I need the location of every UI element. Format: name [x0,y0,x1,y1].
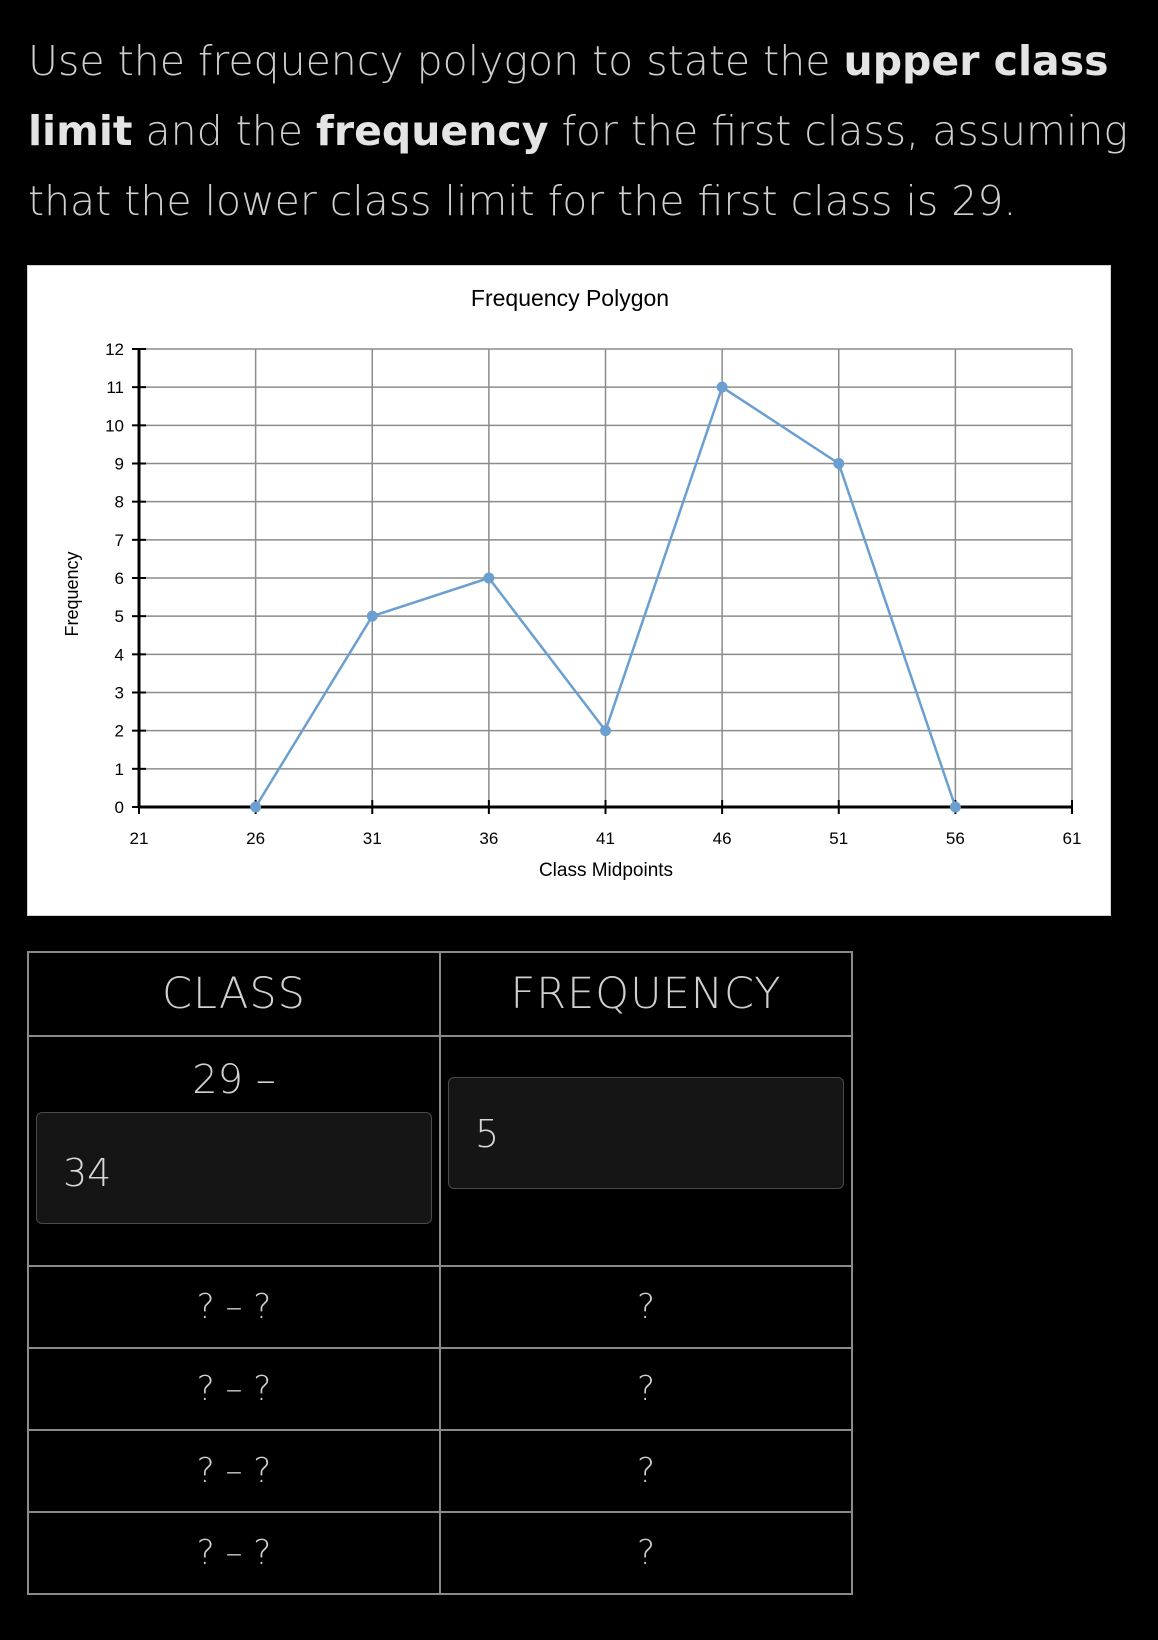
data-point [833,458,844,469]
y-tick-label: 5 [114,607,124,627]
y-tick-label: 6 [114,569,124,588]
y-tick-label: 12 [105,340,124,359]
question-part-3: for the first class, assuming that the lower class limit for the first class is 29. [28,107,1128,225]
x-tick-label: 21 [129,829,149,848]
table-row [28,1512,852,1594]
y-tick-label: 2 [114,721,124,741]
data-point [950,802,961,813]
data-point [250,802,261,813]
frequency-cell: ? [440,1512,852,1594]
y-tick-label: 7 [114,530,124,550]
data-point [483,573,494,584]
x-axis-label: Class Midpoints [538,860,674,881]
question-bold-upper-class-limit: upper class limit [28,37,1109,155]
x-tick-label: 51 [829,829,849,848]
x-tick-label: 41 [596,829,615,848]
y-tick-label: 8 [114,492,124,512]
class-cell: ? – ? [28,1430,440,1512]
y-tick-label: 11 [106,378,124,398]
y-tick-label: 3 [114,683,124,703]
data-point [717,382,728,393]
data-point [600,725,611,736]
y-axis-label: Frequency [62,551,82,637]
x-tick-label: 31 [362,829,382,848]
y-tick-label: 1 [114,759,124,779]
data-point [367,611,378,622]
x-tick-label: 26 [246,829,266,848]
x-tick-label: 46 [712,829,732,848]
class-cell: ? – ? [28,1348,440,1430]
table-row [28,1266,852,1348]
question-text [28,26,1138,236]
x-tick-label: 61 [1062,829,1082,848]
table-row [28,1348,852,1430]
table-row-first-class [28,1036,852,1266]
chart-title: Frequency Polygon [470,285,670,311]
x-tick-label: 56 [945,829,965,848]
lower-class-limit: 29 – [192,1057,276,1103]
first-frequency-cell [440,1036,852,1266]
x-tick-label: 36 [479,829,499,848]
question-part-1: Use the frequency polygon to state the [28,37,844,85]
frequency-cell: ? [440,1430,852,1512]
y-tick-label: 9 [114,454,124,474]
first-class-cell [28,1036,440,1266]
frequency-header: FREQUENCY [440,952,852,1036]
frequency-cell: ? [440,1266,852,1348]
class-cell: ? – ? [28,1266,440,1348]
answer-table [27,951,853,1595]
question-part-2: and the [132,107,317,155]
chart-svg [28,266,1112,917]
class-cell: ? – ? [28,1512,440,1594]
frequency-polygon-chart [27,265,1111,916]
first-frequency-input[interactable]: 5 [448,1077,844,1189]
y-tick-label: 4 [114,645,124,665]
question-bold-frequency: frequency [316,107,549,155]
class-header: CLASS [28,952,440,1036]
y-tick-label: 10 [105,416,124,436]
table-row [28,1430,852,1512]
upper-class-limit-input[interactable]: 34 [36,1112,432,1224]
frequency-cell: ? [440,1348,852,1430]
y-tick-label: 0 [114,798,124,817]
